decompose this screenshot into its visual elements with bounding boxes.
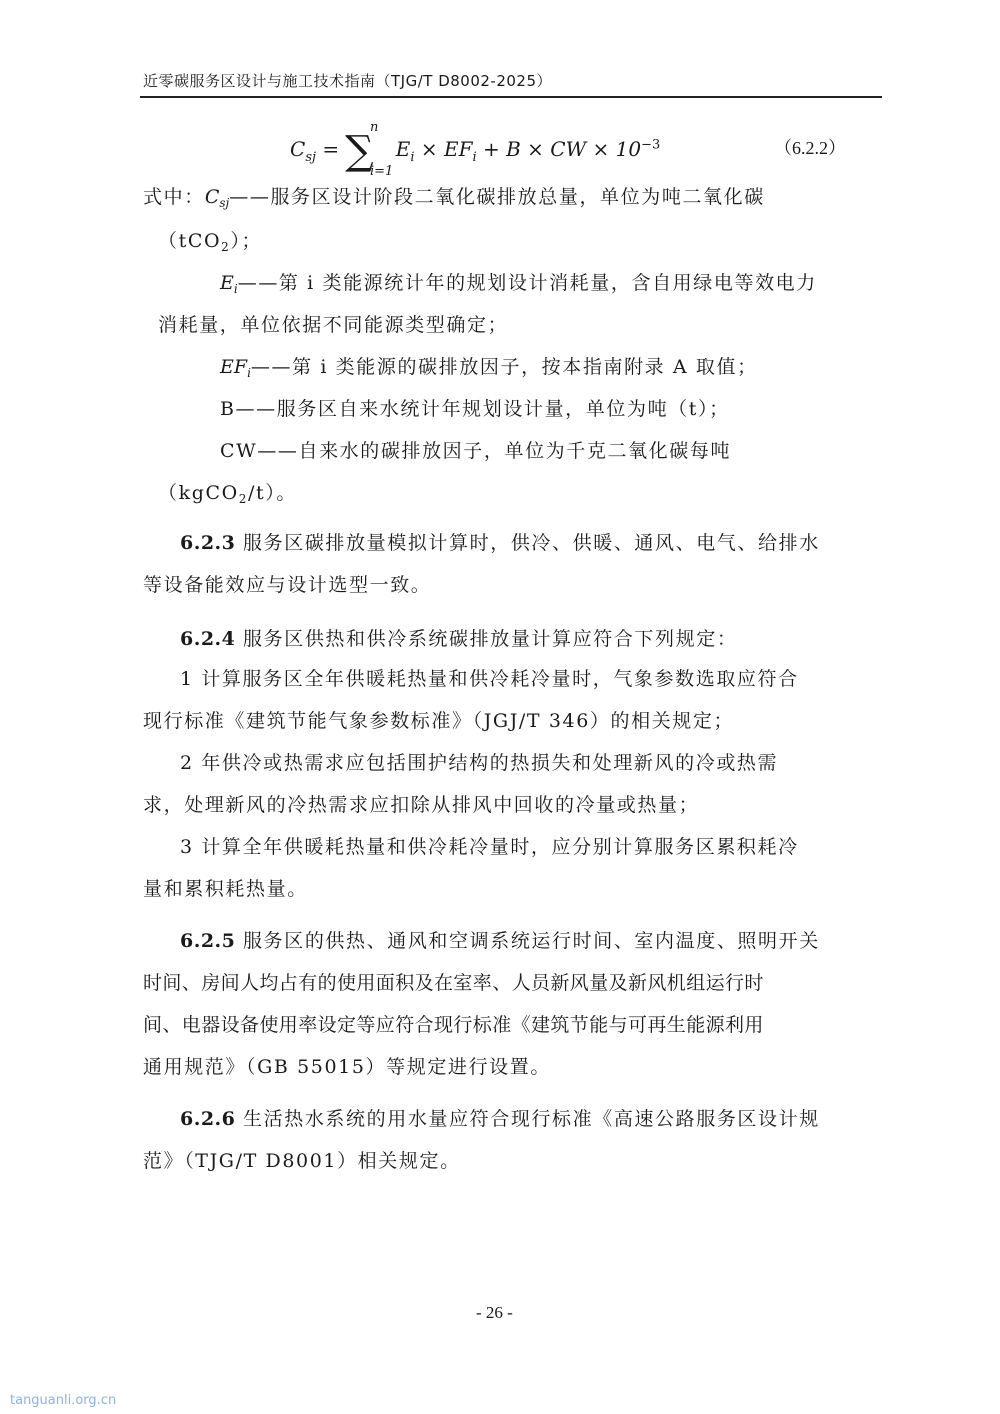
formula-term-e: E bbox=[395, 137, 411, 161]
def-csj-symbol: C bbox=[204, 186, 220, 208]
def-csj-unit-end: ）； bbox=[230, 230, 263, 252]
formula-term-ef: EF bbox=[443, 137, 473, 161]
clause-6-2-4-item2b: 求，处理新风的冷热需求应扣除从排风中回收的冷量或热量； bbox=[143, 794, 700, 816]
clause-6-2-6-text: 生活热水系统的用水量应符合现行标准《高速公路服务区设计规 bbox=[235, 1108, 820, 1130]
formula-lower-limit: i=1 bbox=[370, 164, 394, 179]
def-efi-line bbox=[220, 352, 758, 380]
formula-upper-limit: n bbox=[370, 120, 379, 135]
clause-6-2-3-line2: 等设备能效应与设计选型一致。 bbox=[143, 574, 432, 596]
def-csj-unit-sub: 2 bbox=[221, 240, 231, 254]
def-cw-unit bbox=[158, 478, 297, 506]
formula-sigma: ∑ bbox=[345, 128, 374, 174]
formula-lhs: C bbox=[290, 137, 306, 161]
clause-6-2-3-line1 bbox=[180, 528, 820, 555]
def-efi-text: ——第 i 类能源的碳排放因子，按本指南附录 A 取值； bbox=[250, 356, 758, 378]
clause-6-2-4-number: 6.2.4 bbox=[180, 628, 236, 650]
def-cw-unit-text: （kgCO bbox=[158, 482, 239, 504]
clause-6-2-5-text: 服务区的供热、通风和空调系统运行时间、室内温度、照明开关 bbox=[235, 930, 820, 952]
clause-6-2-4-item3a: 3 计算全年供暖耗热量和供冷耗冷量时，应分别计算服务区累积耗冷 bbox=[180, 836, 799, 858]
def-prefix: 式中： bbox=[143, 186, 205, 208]
def-cw-line: CW——自来水的碳排放因子，单位为千克二氧化碳每吨 bbox=[220, 440, 732, 462]
formula-number: （6.2.2） bbox=[774, 138, 846, 158]
formula-rest: + B × CW × 10 bbox=[476, 137, 642, 161]
clause-6-2-4-item3b: 量和累积耗热量。 bbox=[143, 878, 308, 900]
formula-exponent: −3 bbox=[641, 137, 661, 153]
def-ei-line2: 消耗量，单位依据不同能源类型确定； bbox=[158, 314, 509, 336]
page-number: - 26 - bbox=[476, 1303, 513, 1322]
clause-6-2-6-line1 bbox=[180, 1104, 820, 1131]
clause-6-2-5-line1 bbox=[180, 926, 820, 953]
def-csj-text: ——服务区设计阶段二氧化碳排放总量，单位为吨二氧化碳 bbox=[229, 186, 765, 208]
formula-lhs-sub: sj bbox=[305, 150, 317, 165]
def-efi-sub: i bbox=[247, 366, 251, 380]
def-csj-sub: sj bbox=[219, 196, 230, 210]
formula-6-2-2 bbox=[290, 120, 661, 179]
def-ei-text: ——第 i 类能源统计年的规划设计消耗量，含自用绿电等效电力 bbox=[237, 272, 817, 294]
formula-term-e-sub: i bbox=[410, 150, 415, 165]
clause-6-2-4-item1b: 现行标准《建筑节能气象参数标准》（JGJ/T 346）的相关规定； bbox=[143, 710, 735, 732]
def-cw-unit-sub: 2 bbox=[238, 492, 249, 506]
clause-6-2-5-line3: 间、电器设备使用率设定等应符合现行标准《建筑节能与可再生能源利用 bbox=[143, 1014, 764, 1036]
clause-6-2-6-line2: 范》（TJG/T D8001）相关规定。 bbox=[143, 1150, 461, 1172]
running-header: 近零碳服务区设计与施工技术指南（TJG/T D8002-2025） bbox=[143, 72, 553, 90]
header-rule bbox=[140, 96, 882, 98]
clause-6-2-3-text: 服务区碳排放量模拟计算时，供冷、供暖、通风、电气、给排水 bbox=[235, 532, 820, 554]
clause-6-2-5-line2: 时间、房间人均占有的使用面积及在室率、人员新风量及新风机组运行时 bbox=[143, 972, 764, 994]
clause-6-2-4-line1 bbox=[180, 624, 737, 651]
formula-times: × bbox=[414, 137, 444, 161]
clause-6-2-6-number: 6.2.6 bbox=[180, 1108, 236, 1130]
clause-6-2-4-text: 服务区供热和供冷系统碳排放量计算应符合下列规定： bbox=[235, 628, 738, 650]
watermark: tanguanli.org.cn bbox=[10, 1393, 117, 1408]
def-ei-line1 bbox=[220, 268, 817, 296]
def-cw-unit-end: /t）。 bbox=[248, 482, 297, 504]
clause-6-2-4-item2a: 2 年供冷或热需求应包括围护结构的热损失和处理新风的冷或热需 bbox=[180, 752, 779, 774]
clause-6-2-5-line4: 通用规范》（GB 55015）等规定进行设置。 bbox=[143, 1056, 551, 1078]
formula-equals: = bbox=[316, 137, 340, 161]
def-csj-line bbox=[143, 182, 765, 210]
def-ei-sub: i bbox=[233, 282, 238, 296]
formula-term-ef-sub: i bbox=[472, 150, 477, 165]
def-b-line: B——服务区自来水统计年规划设计量，单位为吨（t）； bbox=[220, 398, 730, 420]
clause-6-2-4-item1a: 1 计算服务区全年供暖耗热量和供冷耗冷量时，气象参数选取应符合 bbox=[180, 668, 799, 690]
clause-6-2-3-number: 6.2.3 bbox=[180, 532, 236, 554]
def-csj-unit-text: （tCO bbox=[158, 230, 222, 252]
def-ei-symbol: E bbox=[220, 272, 234, 294]
def-efi-symbol: EF bbox=[220, 356, 248, 378]
clause-6-2-5-number: 6.2.5 bbox=[180, 930, 236, 952]
def-csj-unit bbox=[158, 226, 262, 254]
